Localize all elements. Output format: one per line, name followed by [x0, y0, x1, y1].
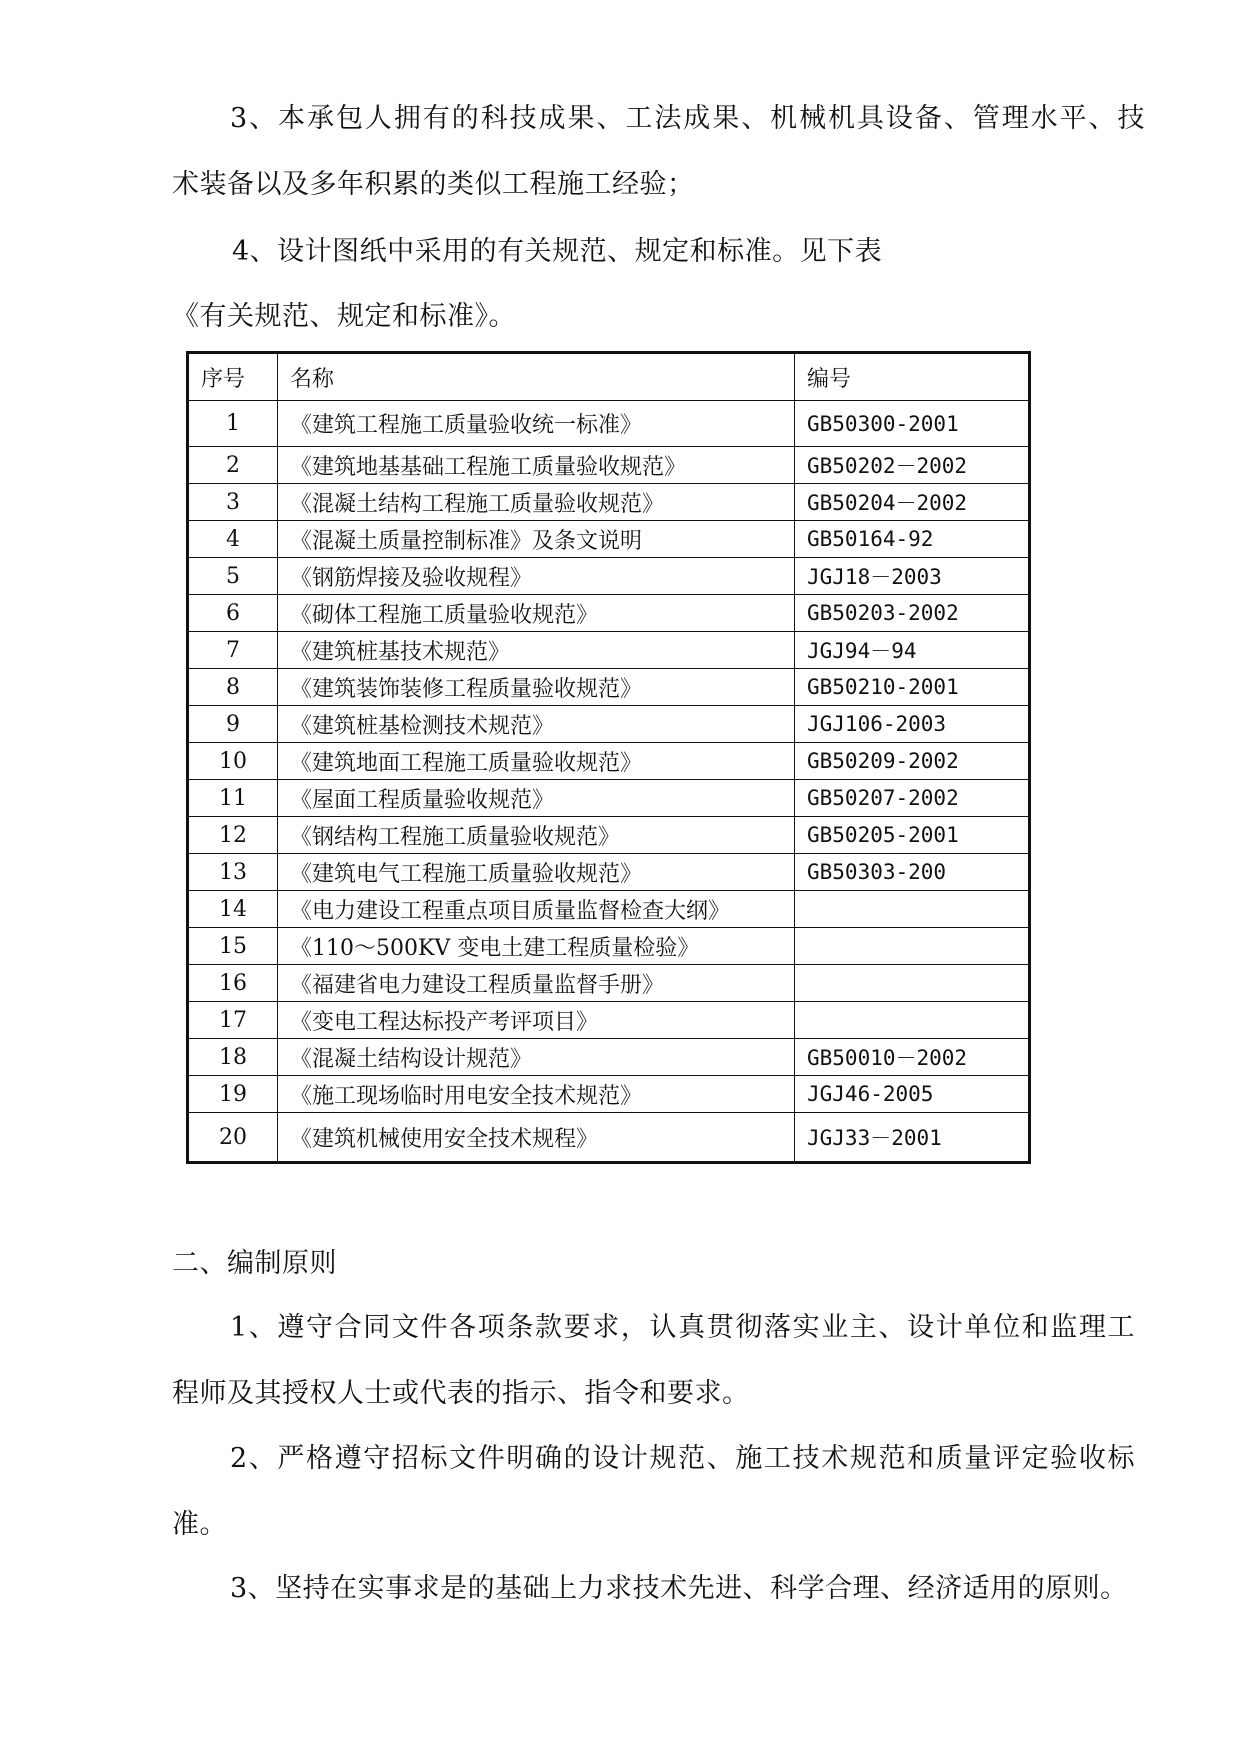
table-row: [188, 1002, 1030, 1039]
cell-standard-code: GB50207-2002: [795, 780, 1030, 817]
table-row: [188, 447, 1030, 484]
paragraph-4-line-2: 《有关规范、规定和标准》。: [172, 301, 516, 332]
cell-standard-name: 《屋面工程质量验收规范》: [278, 780, 795, 817]
paragraph-3-line-1: 3、本承包人拥有的科技成果、工法成果、机械机具设备、管理水平、技: [230, 103, 1145, 134]
cell-standard-code: GB50209-2002: [795, 743, 1030, 780]
cell-standard-name: 《建筑电气工程施工质量验收规范》: [278, 854, 795, 891]
cell-standard-name: 《混凝土质量控制标准》及条文说明: [278, 521, 795, 558]
cell-serial-number: 19: [188, 1076, 278, 1113]
table-row: [188, 706, 1030, 743]
paragraph-3-line-2: 术装备以及多年积累的类似工程施工经验；: [172, 169, 695, 200]
cell-serial-number: 2: [188, 447, 278, 484]
cell-serial-number: 10: [188, 743, 278, 780]
table-row: [188, 743, 1030, 780]
cell-standard-code: GB50300-2001: [795, 401, 1030, 447]
cell-standard-code: JGJ33－2001: [795, 1113, 1030, 1163]
cell-serial-number: 4: [188, 521, 278, 558]
cell-standard-code: GB50010－2002: [795, 1039, 1030, 1076]
cell-standard-name: 《混凝土结构工程施工质量验收规范》: [278, 484, 795, 521]
principle-2-line-1: 2、严格遵守招标文件明确的设计规范、施工技术规范和质量评定验收标: [230, 1443, 1135, 1474]
cell-serial-number: 5: [188, 558, 278, 595]
table-row: [188, 1039, 1030, 1076]
principle-2-line-2: 准。: [172, 1509, 227, 1540]
cell-serial-number: 1: [188, 401, 278, 447]
cell-serial-number: 11: [188, 780, 278, 817]
table-row: [188, 484, 1030, 521]
cell-standard-code: [795, 1002, 1030, 1039]
cell-standard-name: 《混凝土结构设计规范》: [278, 1039, 795, 1076]
cell-standard-name: 《建筑桩基检测技术规范》: [278, 706, 795, 743]
table-row: [188, 401, 1030, 447]
table-row: [188, 891, 1030, 928]
table-row: [188, 780, 1030, 817]
cell-serial-number: 14: [188, 891, 278, 928]
cell-standard-code: JGJ106-2003: [795, 706, 1030, 743]
table-row: [188, 632, 1030, 669]
cell-serial-number: 7: [188, 632, 278, 669]
cell-standard-name: 《电力建设工程重点项目质量监督检查大纲》: [278, 891, 795, 928]
cell-serial-number: 13: [188, 854, 278, 891]
cell-standard-name: 《钢结构工程施工质量验收规范》: [278, 817, 795, 854]
table-row: [188, 558, 1030, 595]
cell-standard-name: 《建筑地基基础工程施工质量验收规范》: [278, 447, 795, 484]
cell-serial-number: 6: [188, 595, 278, 632]
header-name: 名称: [278, 353, 795, 401]
cell-standard-code: GB50303-200: [795, 854, 1030, 891]
table-row: [188, 817, 1030, 854]
cell-standard-name: 《建筑机械使用安全技术规程》: [278, 1113, 795, 1163]
cell-standard-name: 《建筑桩基技术规范》: [278, 632, 795, 669]
table-row: [188, 1113, 1030, 1163]
table-row: [188, 965, 1030, 1002]
cell-standard-code: GB50202－2002: [795, 447, 1030, 484]
table-row: [188, 1076, 1030, 1113]
standards-table: [186, 351, 1031, 1164]
table-row: [188, 928, 1030, 965]
cell-standard-name: 《砌体工程施工质量验收规范》: [278, 595, 795, 632]
cell-serial-number: 20: [188, 1113, 278, 1163]
cell-standard-name: 《建筑装饰装修工程质量验收规范》: [278, 669, 795, 706]
cell-standard-name: 《变电工程达标投产考评项目》: [278, 1002, 795, 1039]
cell-standard-name: 《建筑工程施工质量验收统一标准》: [278, 401, 795, 447]
principle-1-line-1: 1、遵守合同文件各项条款要求，认真贯彻落实业主、设计单位和监理工: [230, 1312, 1135, 1343]
cell-serial-number: 16: [188, 965, 278, 1002]
table-row: [188, 669, 1030, 706]
cell-standard-name: 《钢筋焊接及验收规程》: [278, 558, 795, 595]
cell-standard-code: GB50164-92: [795, 521, 1030, 558]
cell-standard-code: JGJ46-2005: [795, 1076, 1030, 1113]
table-header-row: [188, 353, 1030, 401]
header-code: 编号: [795, 353, 1030, 401]
cell-standard-code: GB50210-2001: [795, 669, 1030, 706]
cell-standard-name: 《福建省电力建设工程质量监督手册》: [278, 965, 795, 1002]
section-2-heading: 二、编制原则: [172, 1248, 337, 1279]
cell-standard-code: GB50203-2002: [795, 595, 1030, 632]
cell-standard-name: 《110～500KV 变电土建工程质量检验》: [278, 928, 795, 965]
table-row: [188, 854, 1030, 891]
header-serial-number: 序号: [188, 353, 278, 401]
table-row: [188, 521, 1030, 558]
cell-standard-code: GB50204－2002: [795, 484, 1030, 521]
cell-serial-number: 18: [188, 1039, 278, 1076]
cell-standard-code: [795, 965, 1030, 1002]
cell-standard-code: [795, 891, 1030, 928]
table-row: [188, 595, 1030, 632]
cell-serial-number: 15: [188, 928, 278, 965]
cell-serial-number: 9: [188, 706, 278, 743]
cell-serial-number: 8: [188, 669, 278, 706]
cell-standard-code: GB50205-2001: [795, 817, 1030, 854]
principle-3-line-1: 3、坚持在实事求是的基础上力求技术先进、科学合理、经济适用的原则。: [230, 1573, 1128, 1604]
principle-1-line-2: 程师及其授权人士或代表的指示、指令和要求。: [172, 1378, 750, 1409]
cell-serial-number: 12: [188, 817, 278, 854]
cell-standard-name: 《建筑地面工程施工质量验收规范》: [278, 743, 795, 780]
cell-standard-code: [795, 928, 1030, 965]
cell-standard-code: JGJ18－2003: [795, 558, 1030, 595]
cell-serial-number: 3: [188, 484, 278, 521]
cell-standard-name: 《施工现场临时用电安全技术规范》: [278, 1076, 795, 1113]
paragraph-4-line-1: 4、设计图纸中采用的有关规范、规定和标准。见下表: [232, 236, 883, 267]
cell-standard-code: JGJ94－94: [795, 632, 1030, 669]
cell-serial-number: 17: [188, 1002, 278, 1039]
